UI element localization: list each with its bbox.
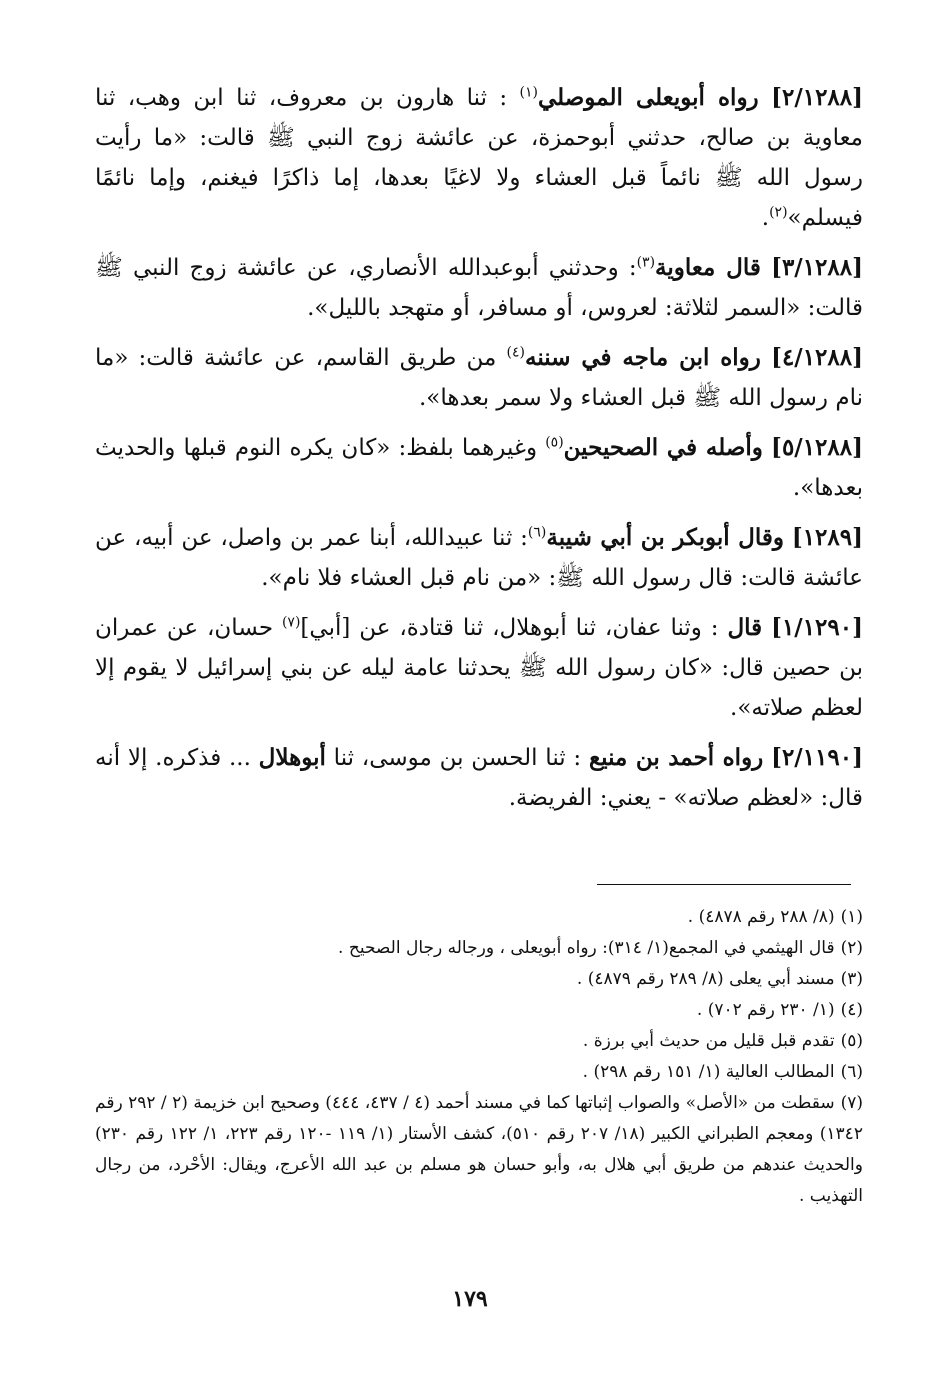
footnote-marker: (١): [519, 84, 538, 101]
hadith-source: رواه أحمد بن منيع: [588, 744, 764, 771]
hadith-text: : ثنا هارون بن معروف، ثنا ابن وهب، ثنا معاوية بن صالح، حدثني أبوحمزة، عن عائشة زوج النبي ﷺ قالت: «ما رأيت رسول الله ﷺ نائماً قبل العشاء ولا لاغيًا بعدها، إما ذاكرًا فيغنم، وإما نائمًا فيسلم»: [95, 85, 863, 231]
main-text: [95, 78, 863, 828]
footnote-marker: (٢): [769, 204, 788, 221]
footnote-marker: (٥): [545, 434, 564, 451]
hadith-source: قال معاوية: [655, 254, 761, 281]
hadith-paragraph-4: [95, 428, 863, 508]
footnote-marker: (٣): [636, 254, 656, 271]
page-number: ١٧٩: [452, 1286, 488, 1312]
hadith-source: وقال أبوبكر بن أبي شيبة: [546, 524, 784, 551]
hadith-source: رواه ابن ماجه في سننه: [524, 344, 761, 371]
footnote-5: [95, 1026, 863, 1057]
hadith-source: رواه أبويعلى الموصلي: [537, 84, 759, 111]
hadith-text: من طريق القاسم، عن عائشة قالت: «ما نام رسول الله ﷺ قبل العشاء ولا سمر بعدها».: [95, 345, 863, 411]
hadith-ref: [١/١٢٩٠]: [771, 614, 864, 641]
hadith-source: وأصله في الصحيحين: [563, 434, 763, 461]
hadith-text: : ثنا عبيدالله، أبنا عمر بن واصل، عن أبيه، عن عائشة قالت: قال رسول الله ﷺ: «من نام قبل العشاء فلا نام».: [95, 525, 863, 591]
footnotes: [95, 902, 863, 1212]
hadith-tail: ... فذكره. إلا أنه قال: «لعظم صلاته» - يعني: الفريضة.: [95, 745, 863, 811]
footnote-text: (١/ ٢٣٠ رقم ٧٠٢) .: [696, 1000, 835, 1020]
footnote-7: [95, 1088, 863, 1212]
footnote-2: [95, 933, 863, 964]
hadith-end: حسان، عن عمران بن حصين قال: «كان رسول الله ﷺ يحدثنا عامة ليله عن بني إسرائيل لا يقوم إلا لعظم صلاته».: [95, 615, 863, 721]
footnote-text: قال الهيثمي في المجمع(١/ ٣١٤): رواه أبويعلى ، ورجاله رجال الصحيح .: [338, 938, 835, 958]
footnote-number: (١): [840, 907, 863, 927]
hadith-source: قال: [727, 614, 763, 641]
footnote-text: المطالب العالية (١/ ١٥١ رقم ٢٩٨) .: [582, 1062, 835, 1082]
hadith-ref: [٢/١٢٨٨]: [771, 84, 864, 111]
hadith-text: : وثنا عفان، ثنا أبوهلال، ثنا قتادة، عن [أبي]: [300, 615, 719, 641]
footnote-marker: (٦): [527, 524, 547, 541]
footnote-number: (٤): [840, 1000, 863, 1020]
footnote-number: (٧): [840, 1093, 864, 1113]
footnote-1: [95, 902, 863, 933]
footnote-3: [95, 964, 863, 995]
hadith-paragraph-6: [95, 608, 863, 728]
footnote-marker: (٤): [506, 344, 525, 361]
hadith-text: وغيرهما بلفظ: «كان يكره النوم قبلها والحديث بعدها».: [95, 435, 863, 501]
narrator-name: أبوهلال: [258, 744, 326, 771]
hadith-paragraph-5: [95, 518, 863, 598]
hadith-paragraph-1: [95, 78, 863, 238]
hadith-ref: [٥/١٢٨٨]: [771, 434, 863, 461]
footnote-6: [95, 1057, 863, 1088]
footnote-number: (٥): [840, 1031, 863, 1051]
footnote-text: سقطت من «الأصل» والصواب إثباتها كما في مسند أحمد (٤ / ٤٣٧، ٤٤٤) وصحيح ابن خزيمة (٢ / ٢٩٢ رقم ١٣٤٢) ومعجم الطبراني الكبير (١٨/ ٢٠٧ رقم ٥١٠)، كشف الأستار (١/ ١١٩ -١٢٠ رقم ٢٢٣، ١/ ١٢٢ رقم ٢٣٠) والحديث عندهم من طريق أبي هلال به، وأبو حسان هو مسلم بن عبد الله الأعرج، ويقال: الأحْرد، من رجال التهذيب .: [95, 1093, 863, 1206]
hadith-ref: [٣/١٢٨٨]: [771, 254, 864, 281]
hadith-paragraph-7: [95, 738, 863, 818]
footnote-4: [95, 995, 863, 1026]
hadith-text: : ثنا الحسن بن موسى، ثنا: [325, 745, 582, 771]
hadith-paragraph-2: [95, 248, 863, 328]
hadith-ref: [٤/١٢٨٨]: [771, 344, 864, 371]
footnote-separator: [597, 884, 851, 885]
hadith-ref: [٢/١١٩٠]: [771, 744, 864, 771]
footnote-text: (٨/ ٢٨٨ رقم ٤٨٧٨) .: [687, 907, 835, 927]
footnote-number: (٦): [840, 1062, 863, 1082]
hadith-paragraph-3: [95, 338, 863, 418]
hadith-text: : وحدثني أبوعبدالله الأنصاري، عن عائشة زوج النبي ﷺ قالت: «السمر لثلاثة: لعروس، أو مسافر، أو متهجد بالليل».: [95, 255, 863, 321]
footnote-number: (٣): [840, 969, 863, 989]
footnote-number: (٢): [840, 938, 863, 958]
hadith-ref: [١٢٨٩]: [791, 524, 864, 551]
footnote-marker: (٧): [281, 614, 301, 631]
hadith-end: .: [761, 205, 770, 231]
footnote-text: تقدم قبل قليل من حديث أبي برزة .: [582, 1031, 835, 1051]
footnote-text: مسند أبي يعلى (٨/ ٢٨٩ رقم ٤٨٧٩) .: [576, 969, 835, 989]
